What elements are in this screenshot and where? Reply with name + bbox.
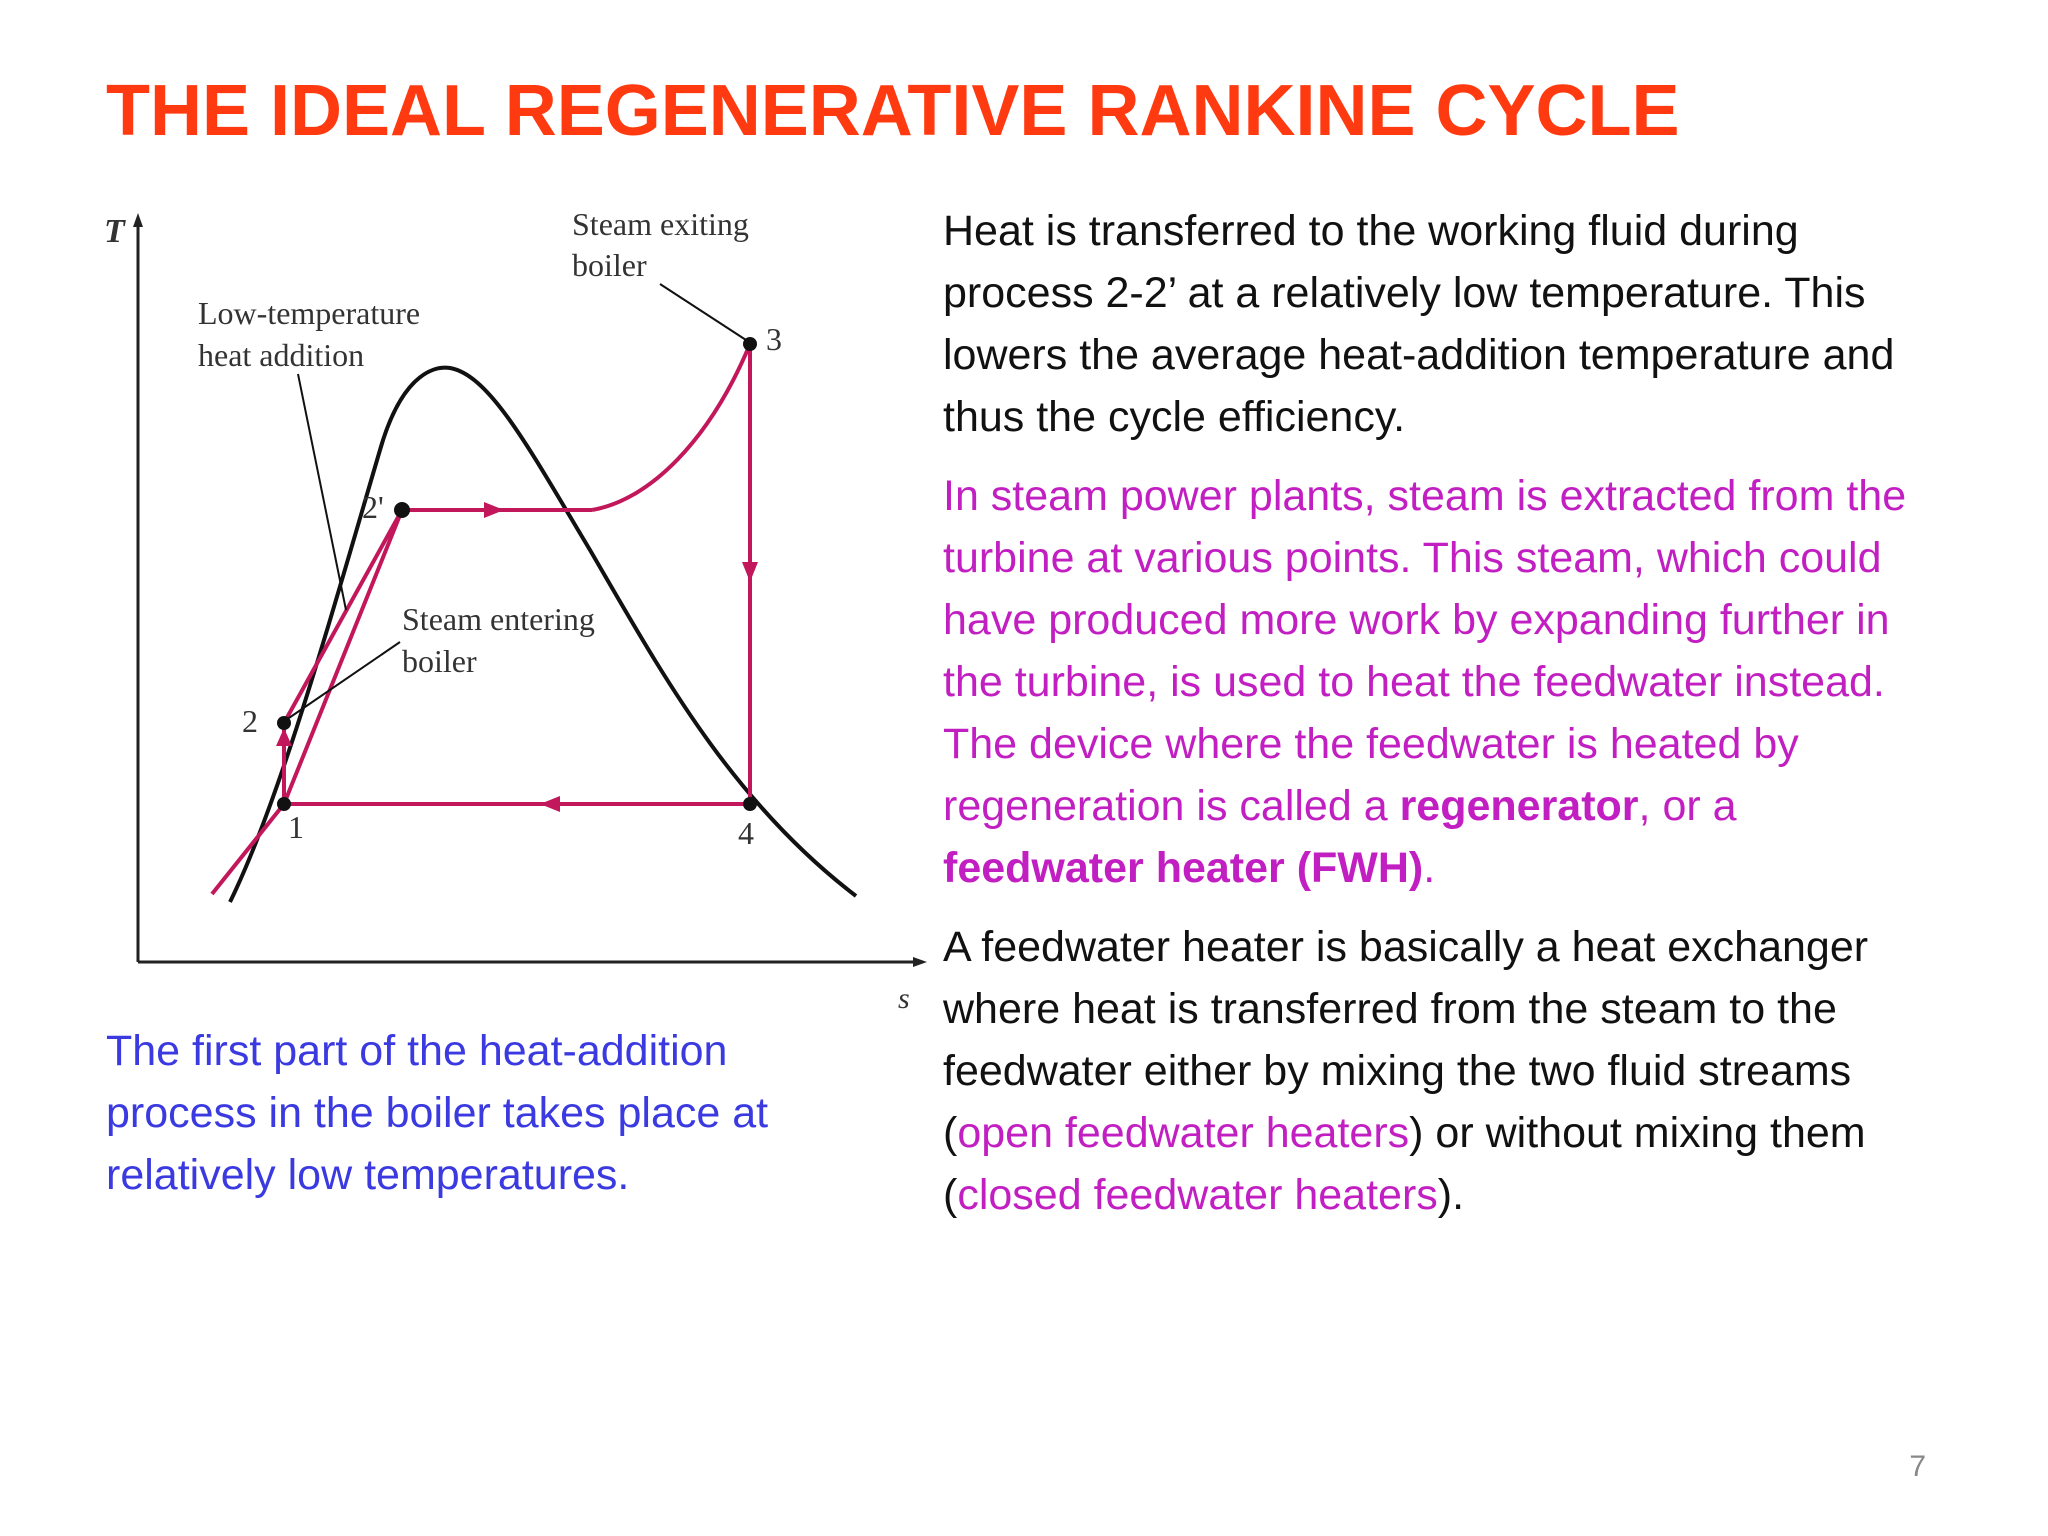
para3-text-a: A feedwater heater is basically a heat exchanger where heat is transferred from the steam to the feedwater either by mixing the two fluid streams ( (943, 923, 1869, 1157)
ts-diagram (90, 200, 940, 1020)
page-number: 7 (1909, 1450, 1926, 1483)
label-point-4: 4 (738, 815, 754, 851)
term-regenerator: regenerator (1399, 782, 1639, 830)
diagram-caption: The first part of the heat-addition process in the boiler takes place at relatively low temperatures. (106, 1027, 769, 1199)
label-steam-exiting-1: Steam exiting (572, 206, 749, 242)
compressed-liquid-line (212, 510, 402, 894)
label-point-1: 1 (288, 809, 304, 845)
label-low-temp-2: heat addition (198, 337, 365, 373)
label-steam-entering-1: Steam entering (402, 601, 595, 637)
label-point-2prime: 2' (362, 489, 384, 525)
label-steam-entering-2: boiler (402, 643, 477, 679)
leader-low-temp (298, 374, 346, 610)
para3-text-c: ). (1437, 1171, 1465, 1219)
page-title: THE IDEAL REGENERATIVE RANKINE CYCLE (106, 71, 1680, 151)
paragraph-low-temp-heat: Heat is transferred to the working fluid during process 2-2’ at a relatively low temperature. This lowers the average heat-addition temperature and thus the cycle efficiency. (943, 207, 1895, 441)
paragraph-fwh-types (943, 916, 1943, 1226)
explanation-text (943, 200, 1943, 1243)
process-superheat-3 (592, 344, 750, 510)
term-closed-fwh: closed feedwater heaters (957, 1171, 1438, 1219)
label-steam-exiting-2: boiler (572, 247, 647, 283)
point-2prime (394, 502, 410, 518)
term-open-fwh: open feedwater heaters (957, 1109, 1410, 1157)
label-point-2: 2 (242, 703, 258, 739)
leader-steam-exiting (660, 284, 746, 340)
term-feedwater-heater: feedwater heater (FWH) (943, 844, 1424, 892)
para2-text-b: , or a (1638, 782, 1737, 830)
paragraph-regeneration (943, 465, 1943, 899)
para2-text-c: . (1423, 844, 1436, 892)
s-axis-label: s (898, 982, 910, 1015)
process-2-2prime (284, 510, 402, 723)
para3-text-b: ) or without mixing them ( (943, 1109, 1866, 1219)
ts-diagram-svg (90, 200, 940, 1020)
para2-text-a: In steam power plants, steam is extracted from the turbine at various points. This steam, which could have produced more work by expanding further in the turbine, is used to heat the feedwater instead. The device where the feedwater is heated by regeneration is called a (943, 472, 1907, 830)
t-axis-label: T (104, 213, 125, 250)
point-4 (743, 797, 757, 811)
label-low-temp-1: Low-temperature (198, 295, 421, 331)
label-point-3: 3 (766, 321, 782, 357)
